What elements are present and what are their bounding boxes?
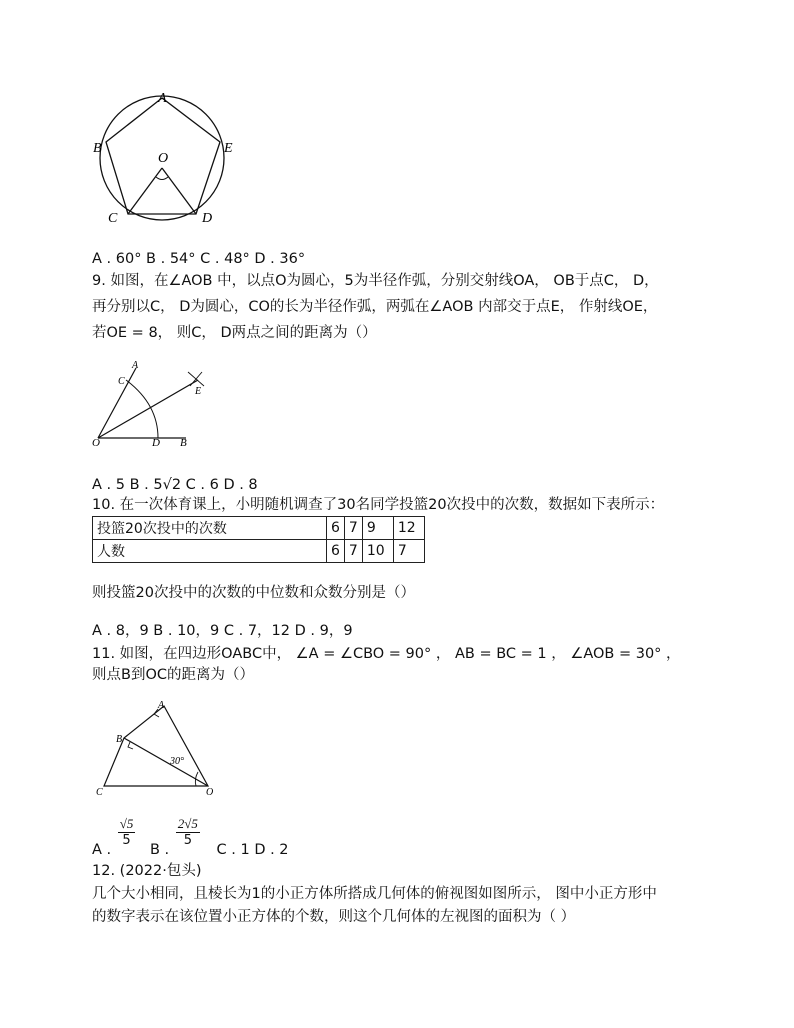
data-table [92, 516, 425, 563]
fraction-denominator: 5 [122, 833, 131, 848]
q11-line1: 11. 如图，在四边形OABC中， ∠A = ∠CBO = 90° ， AB = BC = 1 ， ∠AOB = 30° ， [92, 646, 681, 662]
option-cd: C . 1 D . 2 [216, 842, 289, 858]
q10-options: A . 8，9 B . 10，9 C . 7，12 D . 9，9 [92, 623, 353, 639]
fraction-numerator: 2√5 [177, 816, 198, 831]
table-cell: 6 [327, 517, 345, 540]
table-cell: 10 [362, 540, 393, 563]
table-cell: 12 [393, 517, 424, 540]
q12-line1: 12. (2022·包头) [92, 863, 202, 879]
label-A: A [158, 91, 167, 106]
fraction-denominator: 5 [183, 833, 192, 848]
option-b-fraction [176, 816, 200, 848]
fraction-numerator: √5 [119, 816, 134, 831]
label-C: C [96, 787, 103, 798]
quadrilateral-figure [92, 700, 222, 800]
label-E: E [224, 141, 233, 156]
table-cell: 投篮20次投中的次数 [93, 517, 327, 540]
table-cell: 7 [344, 517, 362, 540]
q10-line1: 10. 在一次体育课上，小明随机调查了30名同学投篮20次投中的次数，数据如下表所示： [92, 497, 665, 513]
q9-options: A . 5 B . 5√2 C . 6 D . 8 [92, 477, 258, 493]
table-cell: 7 [344, 540, 362, 563]
label-O: O [92, 437, 100, 448]
table-cell: 人数 [93, 540, 327, 563]
label-D: D [202, 211, 213, 226]
option-a-fraction [118, 816, 136, 848]
label-B: B [116, 734, 123, 745]
q9-line2: 再分别以C， D为圆心，CO的长为半径作弧，两弧在∠AOB 内部交于点E， 作射线OE， [92, 299, 658, 315]
q8-options: A . 60° B . 54° C . 48° D . 36° [92, 251, 306, 267]
label-A: A [132, 360, 139, 371]
label-O: O [158, 151, 169, 166]
label-B: B [180, 437, 187, 448]
q9-line3: 若OE = 8， 则C， D两点之间的距离为（） [92, 325, 377, 341]
table-row [93, 540, 425, 563]
label-E: E [195, 386, 202, 397]
label-D: D [152, 437, 160, 448]
table-cell: 7 [393, 540, 424, 563]
q9-line1: 9. 如图，在∠AOB 中，以点O为圆心，5为半径作弧，分别交射线OA， OB于点C， D， [92, 273, 659, 289]
q11-line2: 则点B到OC的距离为（） [92, 667, 254, 683]
q12-line2: 几个大小相同，且棱长为1的小正方体所搭成几何体的俯视图如图所示， 图中小正方形中 [92, 886, 657, 902]
table-cell: 6 [327, 540, 345, 563]
option-b-label: B . [150, 842, 170, 858]
label-A: A [158, 700, 165, 711]
pentagon-circle-figure [92, 90, 242, 230]
q11-options [92, 816, 289, 858]
label-C: C [108, 211, 118, 226]
table-row [93, 517, 425, 540]
q10-question: 则投篮20次投中的次数的中位数和众数分别是（） [92, 585, 415, 601]
q12-line3: 的数字表示在该位置小正方体的个数，则这个几何体的左视图的面积为（ ） [92, 909, 576, 925]
option-a-label: A . [92, 842, 112, 858]
angle-label: 30° [170, 756, 184, 767]
label-B: B [93, 141, 102, 156]
angle-bisector-figure [92, 358, 212, 448]
label-O: O [206, 787, 214, 798]
table-cell: 9 [362, 517, 393, 540]
label-C: C [118, 376, 125, 387]
